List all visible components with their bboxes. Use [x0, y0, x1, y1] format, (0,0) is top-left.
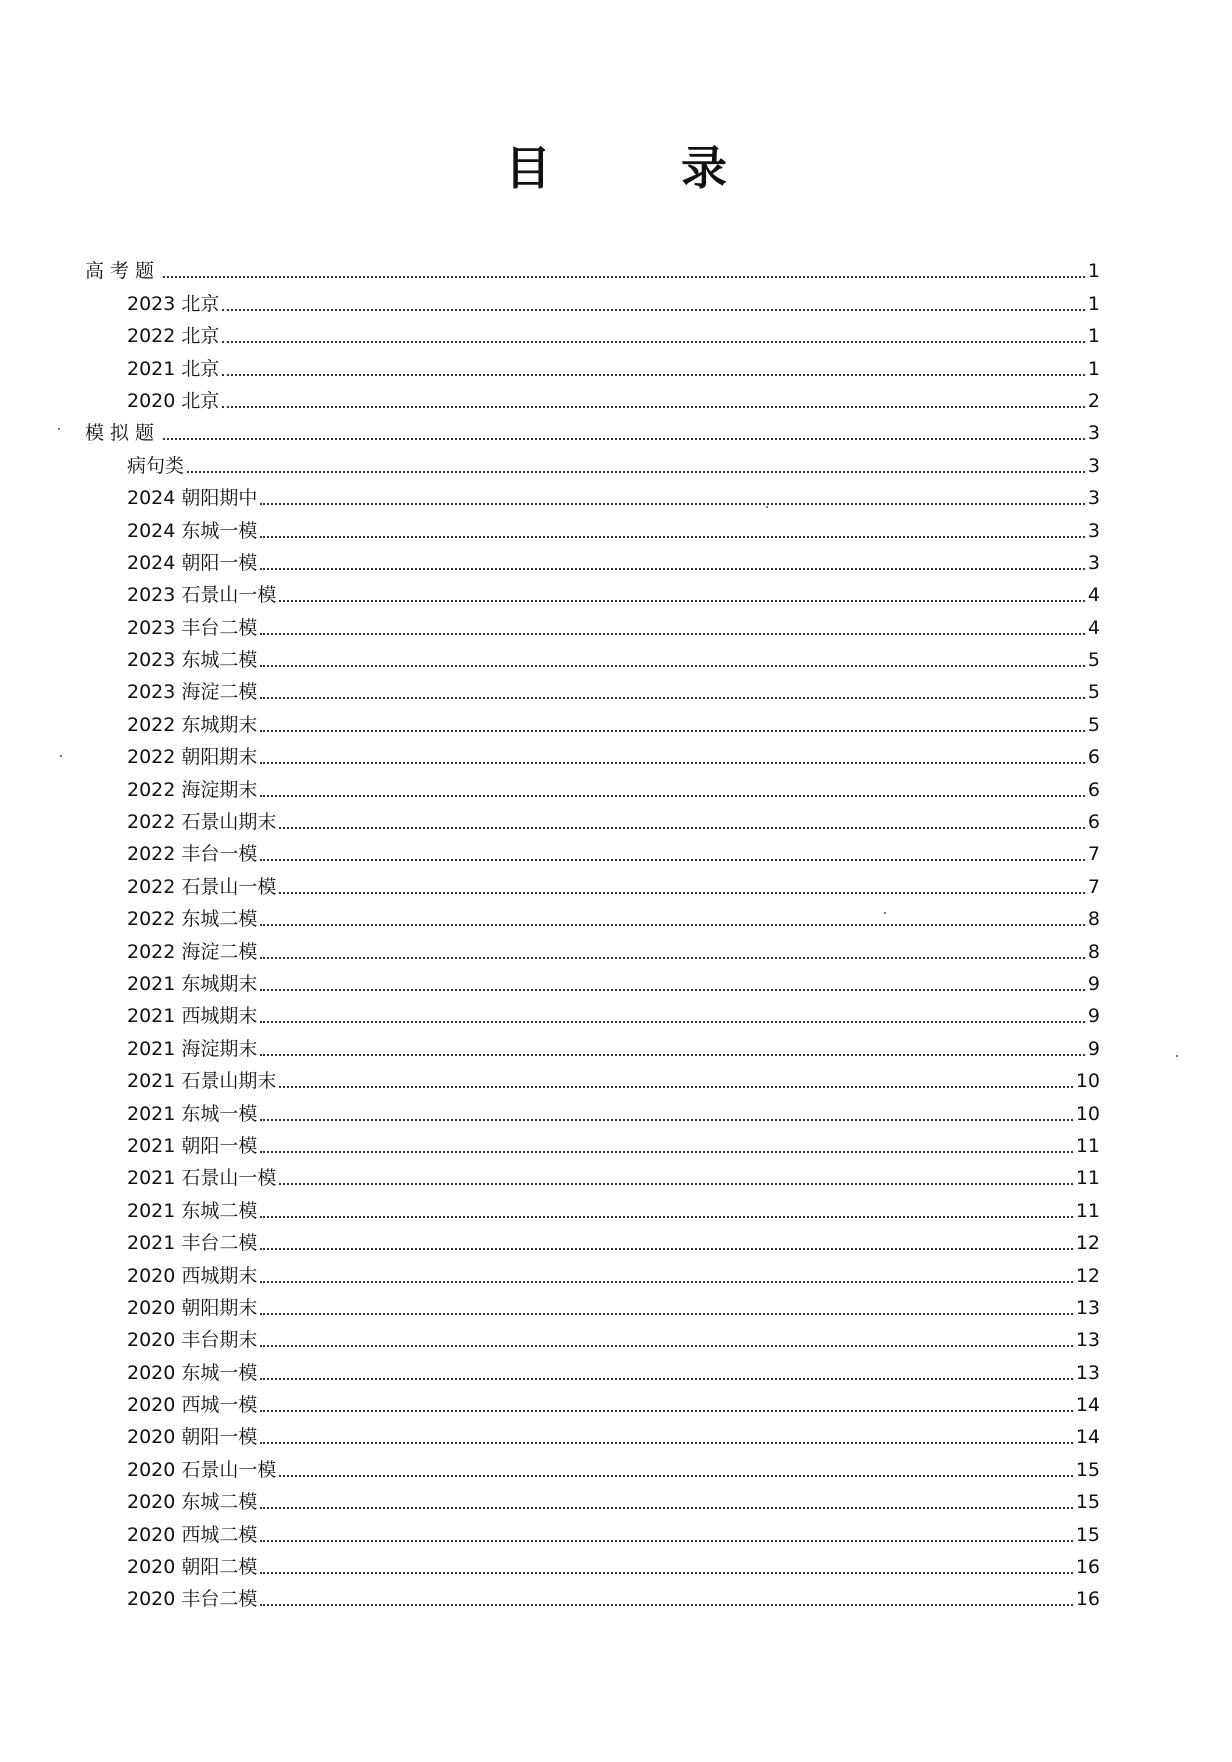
dot-leader: [260, 988, 1085, 991]
toc-entry-page-number: 9: [1087, 1005, 1100, 1028]
toc-entry-label: 2023 东城二模: [127, 649, 258, 672]
toc-entry-page-number: 7: [1087, 843, 1100, 866]
toc-entry-label: 2021 海淀期末: [127, 1037, 258, 1060]
toc-entry: [85, 805, 1100, 837]
dot-leader: [260, 1441, 1072, 1444]
toc-entry-page-number: 10: [1075, 1070, 1100, 1093]
toc-entry-page-number: 9: [1087, 972, 1100, 995]
page-title: 目 录: [505, 141, 769, 195]
toc-entry: [85, 384, 1100, 416]
toc-entry-label: 2022 东城期末: [127, 713, 258, 736]
dot-leader: [260, 664, 1085, 667]
toc-entry-label: 2020 东城二模: [127, 1491, 258, 1514]
dot-leader: [260, 1539, 1072, 1542]
dot-leader: [260, 794, 1085, 797]
toc-entry-page-number: 6: [1087, 811, 1100, 834]
toc-entry-page-number: 15: [1075, 1458, 1100, 1481]
toc-entry-page-number: 3: [1087, 551, 1100, 574]
dot-leader: [260, 1215, 1072, 1218]
toc-entry-label: 2021 东城期末: [127, 972, 258, 995]
toc-entry: [85, 1485, 1100, 1517]
toc-entry-label: 2020 朝阳期末: [127, 1296, 258, 1319]
dot-leader: [279, 826, 1085, 829]
dot-leader: [260, 567, 1085, 570]
dot-leader: [279, 1085, 1072, 1088]
toc-entry-page-number: 3: [1087, 454, 1100, 477]
toc-entry-label: 2022 朝阳期末: [127, 746, 258, 769]
toc-entry-label: 2022 石景山期末: [127, 811, 277, 834]
toc-entry-page-number: 2: [1087, 389, 1100, 412]
toc-entry: [85, 772, 1100, 804]
toc-entry-page-number: 16: [1075, 1588, 1100, 1611]
toc-entry-label: 2023 海淀二模: [127, 681, 258, 704]
toc-entry: [85, 351, 1100, 383]
dot-leader: [260, 729, 1085, 732]
dot-leader: [260, 1280, 1072, 1283]
toc-entry-page-number: 1: [1087, 260, 1100, 283]
toc-entry-label: 2020 西城期末: [127, 1264, 258, 1287]
dot-leader: [260, 1312, 1072, 1315]
toc-entry: [85, 1258, 1100, 1290]
toc-entry: [85, 967, 1100, 999]
toc-entry: [85, 1096, 1100, 1128]
toc-entry-label: 2024 朝阳一模: [127, 551, 258, 574]
toc-entry-page-number: 14: [1075, 1394, 1100, 1417]
toc-entry-label: 2021 丰台二模: [127, 1232, 258, 1255]
toc-entry-page-number: 13: [1075, 1296, 1100, 1319]
toc-entry-page-number: 11: [1075, 1167, 1100, 1190]
toc-entry-page-number: 6: [1087, 746, 1100, 769]
dot-leader: [260, 1377, 1072, 1380]
toc-entry: [85, 643, 1100, 675]
toc-entry-label: 2022 北京: [127, 325, 220, 348]
toc-entry-page-number: 3: [1087, 519, 1100, 542]
toc-entry-page-number: 1: [1087, 325, 1100, 348]
toc-entry: [85, 934, 1100, 966]
dot-leader: [279, 599, 1085, 602]
toc-entry-page-number: 12: [1075, 1232, 1100, 1255]
toc-entry-label: 2020 东城一模: [127, 1361, 258, 1384]
dot-leader: [260, 1603, 1072, 1606]
toc-entry: [85, 286, 1100, 318]
toc-entry-page-number: 6: [1087, 778, 1100, 801]
toc-entry: [85, 1550, 1100, 1582]
scan-speck: [766, 506, 768, 508]
toc-entry-label: 高考题: [85, 260, 161, 283]
toc-entry-page-number: 15: [1075, 1491, 1100, 1514]
dot-leader: [260, 1020, 1085, 1023]
toc-entry-label: 2021 朝阳一模: [127, 1134, 258, 1157]
toc-entry: [85, 1031, 1100, 1063]
toc-entry-page-number: 3: [1087, 487, 1100, 510]
dot-leader: [279, 1182, 1072, 1185]
scan-speck: [60, 755, 62, 757]
toc-entry: [85, 481, 1100, 513]
scan-speck: [1176, 1055, 1178, 1057]
dot-leader: [222, 308, 1085, 311]
dot-leader: [187, 470, 1085, 473]
toc-entry: [85, 707, 1100, 739]
toc-entry-label: 2024 朝阳期中: [127, 487, 258, 510]
toc-entry: [85, 1129, 1100, 1161]
toc-entry-label: 2021 石景山一模: [127, 1167, 277, 1190]
table-of-contents: [85, 254, 1100, 1614]
toc-entry-page-number: 11: [1075, 1199, 1100, 1222]
toc-entry-label: 2023 丰台二模: [127, 616, 258, 639]
toc-entry-label: 2023 北京: [127, 292, 220, 315]
toc-entry: [85, 513, 1100, 545]
toc-section-entry: [85, 254, 1100, 286]
toc-entry-label: 模拟题: [85, 422, 161, 445]
toc-entry-label: 病句类: [127, 454, 185, 477]
dot-leader: [279, 1474, 1072, 1477]
toc-entry: [85, 1452, 1100, 1484]
dot-leader: [260, 923, 1085, 926]
dot-leader: [260, 761, 1085, 764]
toc-entry-label: 2022 丰台一模: [127, 843, 258, 866]
dot-leader: [260, 1571, 1072, 1574]
toc-entry: [85, 675, 1100, 707]
toc-entry-page-number: 5: [1087, 713, 1100, 736]
dot-leader: [260, 956, 1085, 959]
toc-entry: [85, 837, 1100, 869]
toc-entry-page-number: 1: [1087, 357, 1100, 380]
toc-entry-page-number: 1: [1087, 292, 1100, 315]
toc-entry: [85, 1388, 1100, 1420]
toc-entry-label: 2022 石景山一模: [127, 875, 277, 898]
dot-leader: [260, 1150, 1072, 1153]
dot-leader: [260, 535, 1085, 538]
dot-leader: [260, 632, 1085, 635]
toc-entry: [85, 1420, 1100, 1452]
toc-entry-page-number: 15: [1075, 1523, 1100, 1546]
toc-entry-label: 2022 东城二模: [127, 908, 258, 931]
dot-leader: [260, 858, 1085, 861]
toc-entry-label: 2020 西城一模: [127, 1394, 258, 1417]
toc-entry-page-number: 13: [1075, 1329, 1100, 1352]
toc-entry: [85, 869, 1100, 901]
toc-entry-label: 2021 北京: [127, 357, 220, 380]
toc-entry: [85, 740, 1100, 772]
toc-entry: [85, 319, 1100, 351]
dot-leader: [163, 275, 1085, 278]
toc-entry-label: 2020 石景山一模: [127, 1458, 277, 1481]
toc-entry: [85, 1582, 1100, 1614]
toc-entry-page-number: 16: [1075, 1556, 1100, 1579]
dot-leader: [260, 1118, 1072, 1121]
toc-entry-label: 2021 东城二模: [127, 1199, 258, 1222]
toc-entry-label: 2020 北京: [127, 389, 220, 412]
dot-leader: [222, 405, 1085, 408]
toc-entry-page-number: 8: [1087, 908, 1100, 931]
toc-entry-label: 2022 海淀二模: [127, 940, 258, 963]
toc-entry-label: 2020 丰台期末: [127, 1329, 258, 1352]
toc-entry: [85, 1226, 1100, 1258]
scan-speck: [884, 912, 886, 914]
toc-entry: [85, 999, 1100, 1031]
dot-leader: [260, 1409, 1072, 1412]
toc-entry: [85, 1064, 1100, 1096]
dot-leader: [279, 891, 1085, 894]
toc-entry: [85, 610, 1100, 642]
toc-entry-label: 2021 石景山期末: [127, 1070, 277, 1093]
toc-entry-page-number: 4: [1087, 616, 1100, 639]
toc-entry-page-number: 10: [1075, 1102, 1100, 1125]
toc-entry-page-number: 11: [1075, 1134, 1100, 1157]
dot-leader: [260, 1053, 1085, 1056]
toc-entry: [85, 1161, 1100, 1193]
toc-section-entry: [85, 416, 1100, 448]
scan-speck: [58, 428, 60, 430]
toc-entry: [85, 1517, 1100, 1549]
toc-entry-page-number: 5: [1087, 649, 1100, 672]
toc-entry: [85, 448, 1100, 480]
toc-entry-page-number: 3: [1087, 422, 1100, 445]
toc-entry: [85, 546, 1100, 578]
toc-entry-page-number: 8: [1087, 940, 1100, 963]
dot-leader: [260, 696, 1085, 699]
toc-entry: [85, 578, 1100, 610]
toc-entry-page-number: 13: [1075, 1361, 1100, 1384]
dot-leader: [163, 437, 1085, 440]
toc-entry-label: 2022 海淀期末: [127, 778, 258, 801]
toc-entry-page-number: 12: [1075, 1264, 1100, 1287]
toc-entry-label: 2020 西城二模: [127, 1523, 258, 1546]
toc-entry: [85, 1323, 1100, 1355]
toc-entry-page-number: 5: [1087, 681, 1100, 704]
dot-leader: [260, 502, 1085, 505]
toc-entry-label: 2021 西城期末: [127, 1005, 258, 1028]
toc-entry-page-number: 14: [1075, 1426, 1100, 1449]
toc-entry-page-number: 7: [1087, 875, 1100, 898]
toc-entry-label: 2020 朝阳一模: [127, 1426, 258, 1449]
toc-entry: [85, 1291, 1100, 1323]
dot-leader: [222, 340, 1085, 343]
toc-entry-label: 2021 东城一模: [127, 1102, 258, 1125]
dot-leader: [260, 1247, 1072, 1250]
toc-entry-page-number: 4: [1087, 584, 1100, 607]
toc-entry-label: 2023 石景山一模: [127, 584, 277, 607]
dot-leader: [260, 1506, 1072, 1509]
toc-entry-page-number: 9: [1087, 1037, 1100, 1060]
dot-leader: [260, 1344, 1072, 1347]
dot-leader: [222, 373, 1085, 376]
toc-entry-label: 2020 朝阳二模: [127, 1556, 258, 1579]
toc-entry-label: 2024 东城一模: [127, 519, 258, 542]
toc-entry: [85, 1355, 1100, 1387]
toc-entry-label: 2020 丰台二模: [127, 1588, 258, 1611]
toc-entry: [85, 902, 1100, 934]
toc-entry: [85, 1193, 1100, 1225]
